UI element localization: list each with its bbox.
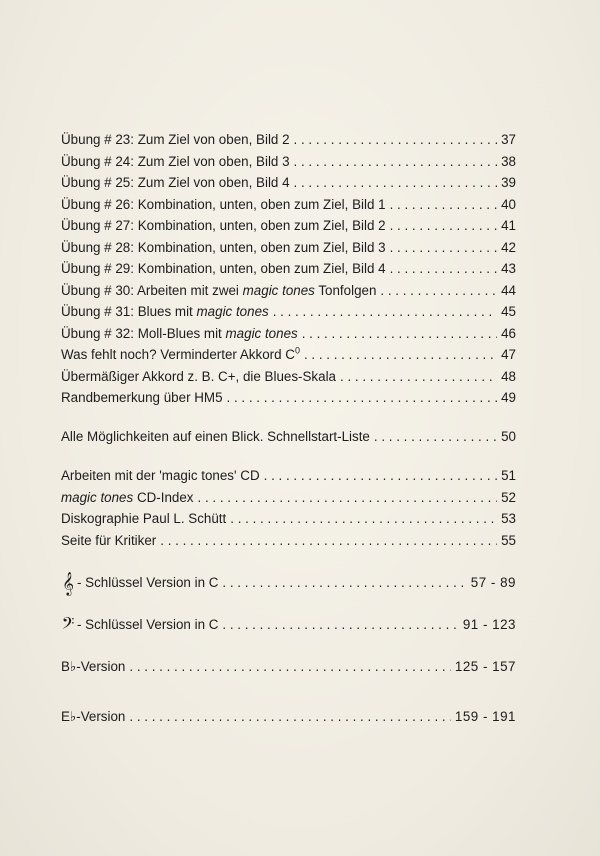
leader-dots	[294, 173, 498, 193]
leader-dots	[390, 195, 498, 215]
entry-title-suffix: Tonfolgen	[318, 282, 377, 298]
superscript: 0	[294, 345, 300, 356]
entry-title-italic: magic tones	[225, 325, 298, 341]
toc-entry-version: 𝄢 - Schlüssel Version in C . . . 91 - 123	[61, 615, 516, 635]
entry-title: Kombination, unten, oben zum Ziel, Bild 2	[137, 218, 386, 233]
page-number: 44	[501, 282, 516, 298]
leader-dots	[390, 259, 498, 279]
entry-title: Blues mit	[137, 304, 193, 319]
leader-dots	[129, 657, 451, 677]
entry-title: CD-Index	[136, 489, 194, 505]
treble-clef-icon: 𝄞	[62, 570, 74, 595]
page-number: 40	[501, 196, 516, 212]
entry-title: Alle Möglichkeiten auf einen Blick. Schnellstart-Liste	[61, 429, 370, 444]
page-number: 41	[501, 218, 516, 233]
entry-title: B♭-Version	[61, 658, 126, 674]
entry-title-italic: magic tones	[242, 282, 315, 298]
entry-title: E♭-Version	[61, 708, 126, 724]
page-number: 39	[501, 175, 516, 190]
leader-dots	[294, 152, 498, 172]
entry-title: Kombination, unten, oben zum Ziel, Bild 3	[137, 239, 386, 255]
leader-dots	[129, 707, 451, 727]
page-to: 191	[492, 708, 516, 724]
leader-dots	[273, 302, 497, 322]
page-number: 42	[501, 239, 516, 255]
leader-dots	[222, 615, 458, 635]
toc-entry	[61, 152, 516, 172]
entry-title: Übermäßiger Akkord z. B. C+, die Blues-Skala	[61, 368, 336, 384]
leader-dots	[264, 466, 497, 486]
toc-entry	[61, 281, 516, 301]
entry-title: Moll-Blues mit	[137, 325, 222, 341]
entry-title: Was fehlt noch? Verminderter Akkord C	[61, 347, 295, 362]
page-number: 50	[501, 429, 516, 444]
entry-title-italic: magic tones	[61, 489, 134, 505]
entry-prefix: Übung # 28:	[61, 239, 134, 255]
entry-prefix: Übung # 30:	[61, 282, 134, 298]
entry-title: Kombination, unten, oben zum Ziel, Bild 1	[137, 196, 386, 212]
entry-title: Zum Ziel von oben, Bild 2	[137, 132, 290, 147]
leader-dots	[230, 509, 497, 529]
leader-dots	[390, 238, 498, 258]
page-from: 91	[462, 616, 479, 632]
toc-entry	[61, 466, 516, 486]
leader-dots	[198, 488, 498, 508]
leader-dots	[380, 281, 497, 301]
page-number: 55	[501, 532, 516, 548]
entry-title: - Schlüssel Version in C	[77, 574, 219, 590]
toc-entry	[61, 324, 516, 344]
entry-title: Kombination, unten, oben zum Ziel, Bild 4	[137, 261, 386, 276]
entry-prefix: Übung # 27:	[61, 218, 134, 233]
page-to: 89	[500, 574, 516, 590]
toc-entry	[61, 427, 516, 447]
entry-title: Zum Ziel von oben, Bild 3	[137, 153, 290, 169]
toc-entry	[61, 531, 516, 551]
entry-prefix: Übung # 32:	[61, 325, 134, 341]
toc-entry-version: E♭-Version . . . 159 - 191	[61, 707, 516, 727]
toc-entry	[61, 367, 516, 387]
toc-entry	[61, 302, 516, 322]
leader-dots	[374, 427, 497, 447]
entry-prefix: Übung # 29:	[61, 261, 134, 276]
toc-entry	[61, 345, 516, 365]
toc-entry	[61, 509, 516, 529]
entry-prefix: Übung # 31:	[61, 304, 134, 319]
entry-title: Arbeiten mit der 'magic tones' CD	[61, 468, 260, 483]
toc-entry	[61, 130, 516, 150]
leader-dots	[160, 531, 497, 551]
toc-entry	[61, 173, 516, 193]
entry-title: Diskographie Paul L. Schütt	[61, 511, 227, 526]
page-from: 125	[454, 658, 479, 674]
leader-dots	[222, 573, 466, 593]
page-number: 51	[501, 468, 516, 483]
leader-dots	[227, 388, 498, 408]
toc-entry-version: B♭-Version . . . 125 - 157	[61, 657, 516, 677]
page-number: 37	[501, 132, 516, 147]
toc-entry-version: 𝄞 - Schlüssel Version in C . . . 57 - 89	[61, 573, 516, 593]
page-number: 43	[501, 261, 516, 276]
toc-entry	[61, 259, 516, 279]
entry-prefix: Übung # 24:	[61, 153, 134, 169]
leader-dots	[390, 216, 498, 236]
page-number: 38	[501, 153, 516, 169]
toc-entry	[61, 195, 516, 215]
bass-clef-icon: 𝄢	[61, 612, 75, 637]
page-to: 123	[492, 616, 516, 632]
page-number: 46	[501, 325, 516, 341]
page-number: 49	[501, 390, 516, 405]
leader-dots	[302, 324, 497, 344]
toc-entry	[61, 388, 516, 408]
entry-title: Randbemerkung über HM5	[61, 390, 223, 405]
page-number: 48	[501, 368, 516, 384]
leader-dots	[304, 345, 497, 365]
toc-entry	[61, 488, 516, 508]
toc-entry	[61, 238, 516, 258]
entry-title-italic: magic tones	[196, 304, 269, 319]
leader-dots	[340, 367, 497, 387]
page-from: 57	[470, 574, 487, 590]
page-to: 157	[492, 658, 516, 674]
entry-title: Arbeiten mit zwei	[136, 282, 239, 298]
entry-prefix: Übung # 26:	[61, 196, 134, 212]
page-from: 159	[454, 708, 479, 724]
page-number: 45	[501, 304, 516, 319]
entry-title: - Schlüssel Version in C	[77, 616, 219, 632]
table-of-contents	[61, 130, 516, 728]
entry-title: Zum Ziel von oben, Bild 4	[137, 175, 290, 190]
leader-dots	[294, 130, 498, 150]
page-number: 52	[501, 489, 516, 505]
toc-entry	[61, 216, 516, 236]
page-number: 47	[501, 347, 516, 362]
entry-prefix: Übung # 23:	[61, 132, 134, 147]
entry-prefix: Übung # 25:	[61, 175, 134, 190]
page-number: 53	[501, 511, 516, 526]
entry-title: Seite für Kritiker	[61, 532, 157, 548]
